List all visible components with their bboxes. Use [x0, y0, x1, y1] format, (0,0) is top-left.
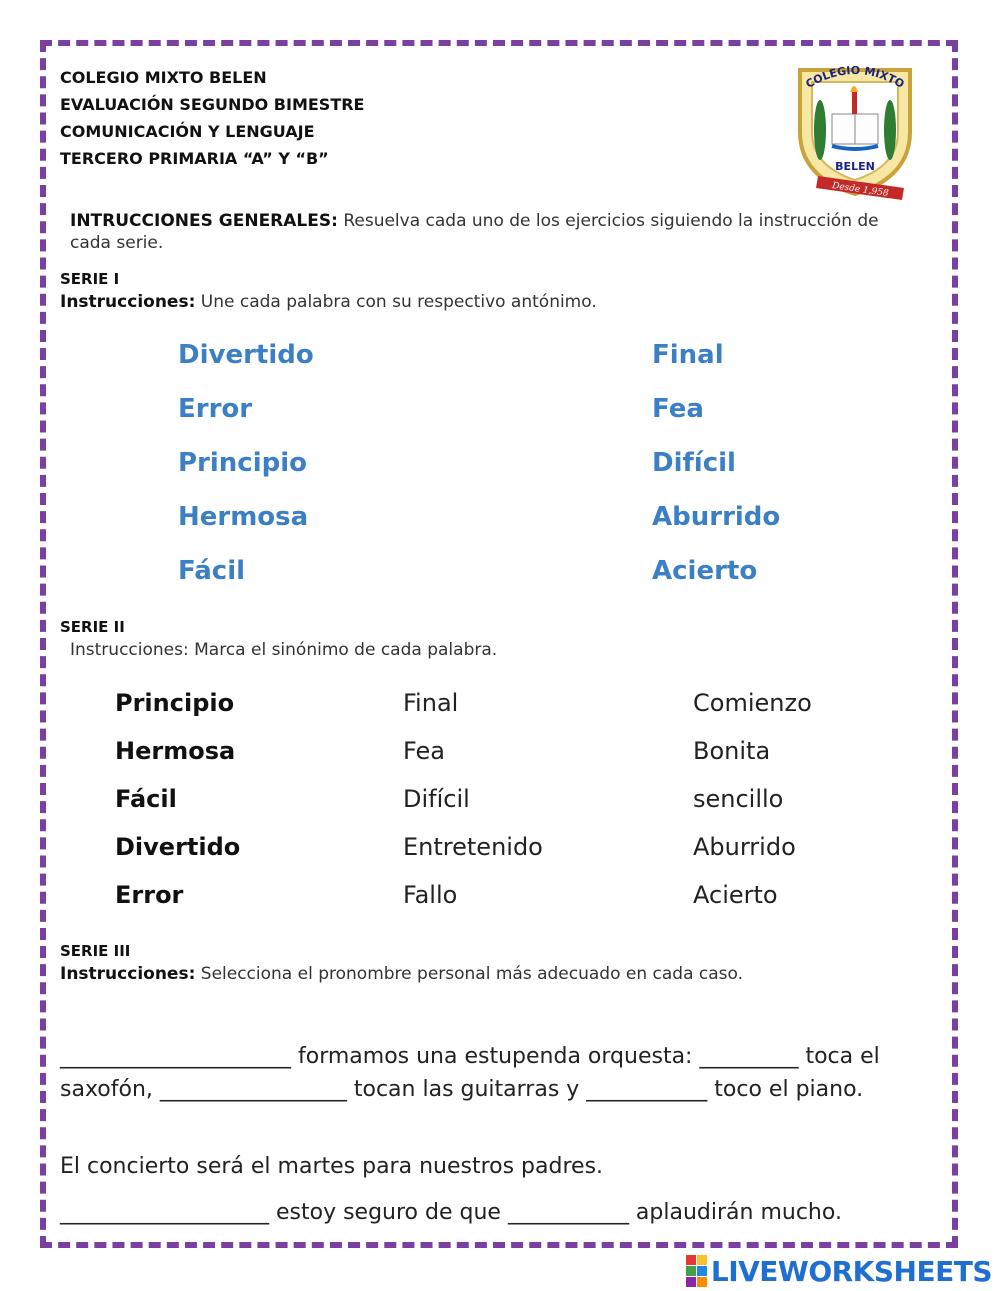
school-header: [60, 64, 364, 172]
antonym-left-word[interactable]: Divertido: [178, 340, 314, 370]
general-instructions: [70, 210, 920, 254]
liveworksheets-brand-text: LIVEWORKSHEETS: [710, 1254, 992, 1288]
synonym-option[interactable]: Fallo: [403, 881, 458, 909]
logo-ribbon-text: Desde 1,958: [831, 181, 890, 199]
general-instructions-text: Resuelva cada uno de los ejercicios siguiendo la instrucción de cada serie.: [70, 211, 879, 253]
antonym-left-word[interactable]: Hermosa: [178, 502, 309, 532]
pronoun-paragraph-1[interactable]: _____________________ formamos una estupenda orquesta: _________ toca el saxofón, _________________ tocan las guitarras y ___________ toco el piano.: [60, 1044, 880, 1102]
logo-top-text: COLEGIO MIXTO: [803, 63, 907, 91]
pronoun-paragraph-3[interactable]: ___________________ estoy seguro de que ___________ aplaudirán mucho.: [60, 1200, 842, 1225]
logo-bottom-text: BELEN: [835, 160, 875, 173]
synonym-target-word: Principio: [115, 689, 235, 717]
serie-3-title: SERIE III: [60, 942, 131, 960]
synonym-option[interactable]: Bonita: [693, 737, 771, 765]
general-instructions-label: INTRUCCIONES GENERALES:: [70, 211, 338, 231]
synonym-option[interactable]: Acierto: [693, 881, 778, 909]
serie-1-instructions-text: Une cada palabra con su respectivo antónimo.: [195, 292, 597, 312]
school-crest-logo: [792, 52, 918, 200]
synonym-option[interactable]: Entretenido: [403, 833, 543, 861]
synonym-option[interactable]: Fea: [403, 737, 445, 765]
serie-2-instructions: Instrucciones: Marca el sinónimo de cada palabra.: [70, 640, 498, 660]
serie-1-instructions: [60, 292, 597, 312]
serie-3-instructions-label: Instrucciones:: [60, 964, 196, 984]
synonym-option[interactable]: Aburrido: [693, 833, 796, 861]
pronoun-paragraph-2: El concierto será el martes para nuestros padres.: [60, 1154, 604, 1179]
header-grade: TERCERO PRIMARIA “A” Y “B”: [60, 149, 329, 168]
synonym-target-word: Error: [115, 881, 184, 909]
antonym-right-word[interactable]: Final: [652, 340, 724, 370]
synonym-target-word: Hermosa: [115, 737, 236, 765]
serie-3-instructions: [60, 964, 743, 984]
antonym-right-word[interactable]: Acierto: [652, 556, 758, 586]
serie-1-instructions-label: Instrucciones:: [60, 292, 196, 312]
serie-2-title: SERIE II: [60, 618, 125, 636]
antonym-right-word[interactable]: Difícil: [652, 448, 736, 478]
antonym-left-word[interactable]: Principio: [178, 448, 308, 478]
header-evaluation: EVALUACIÓN SEGUNDO BIMESTRE: [60, 95, 365, 114]
synonym-option[interactable]: Final: [403, 689, 459, 717]
liveworksheets-blocks-icon: [686, 1255, 707, 1287]
antonym-left-word[interactable]: Error: [178, 394, 253, 424]
antonym-left-word[interactable]: Fácil: [178, 556, 246, 586]
serie-3-instructions-text: Selecciona el pronombre personal más adecuado en cada caso.: [195, 964, 744, 984]
synonym-target-word: Divertido: [115, 833, 241, 861]
synonym-target-word: Fácil: [115, 785, 177, 813]
antonym-right-word[interactable]: Aburrido: [652, 502, 781, 532]
liveworksheets-logo: [686, 1254, 992, 1288]
synonym-option[interactable]: sencillo: [693, 785, 784, 813]
synonym-option[interactable]: Difícil: [403, 785, 470, 813]
header-school: COLEGIO MIXTO BELEN: [60, 68, 267, 87]
header-subject: COMUNICACIÓN Y LENGUAJE: [60, 122, 315, 141]
antonym-right-word[interactable]: Fea: [652, 394, 704, 424]
serie-1-title: SERIE I: [60, 270, 120, 288]
synonym-option[interactable]: Comienzo: [693, 689, 812, 717]
